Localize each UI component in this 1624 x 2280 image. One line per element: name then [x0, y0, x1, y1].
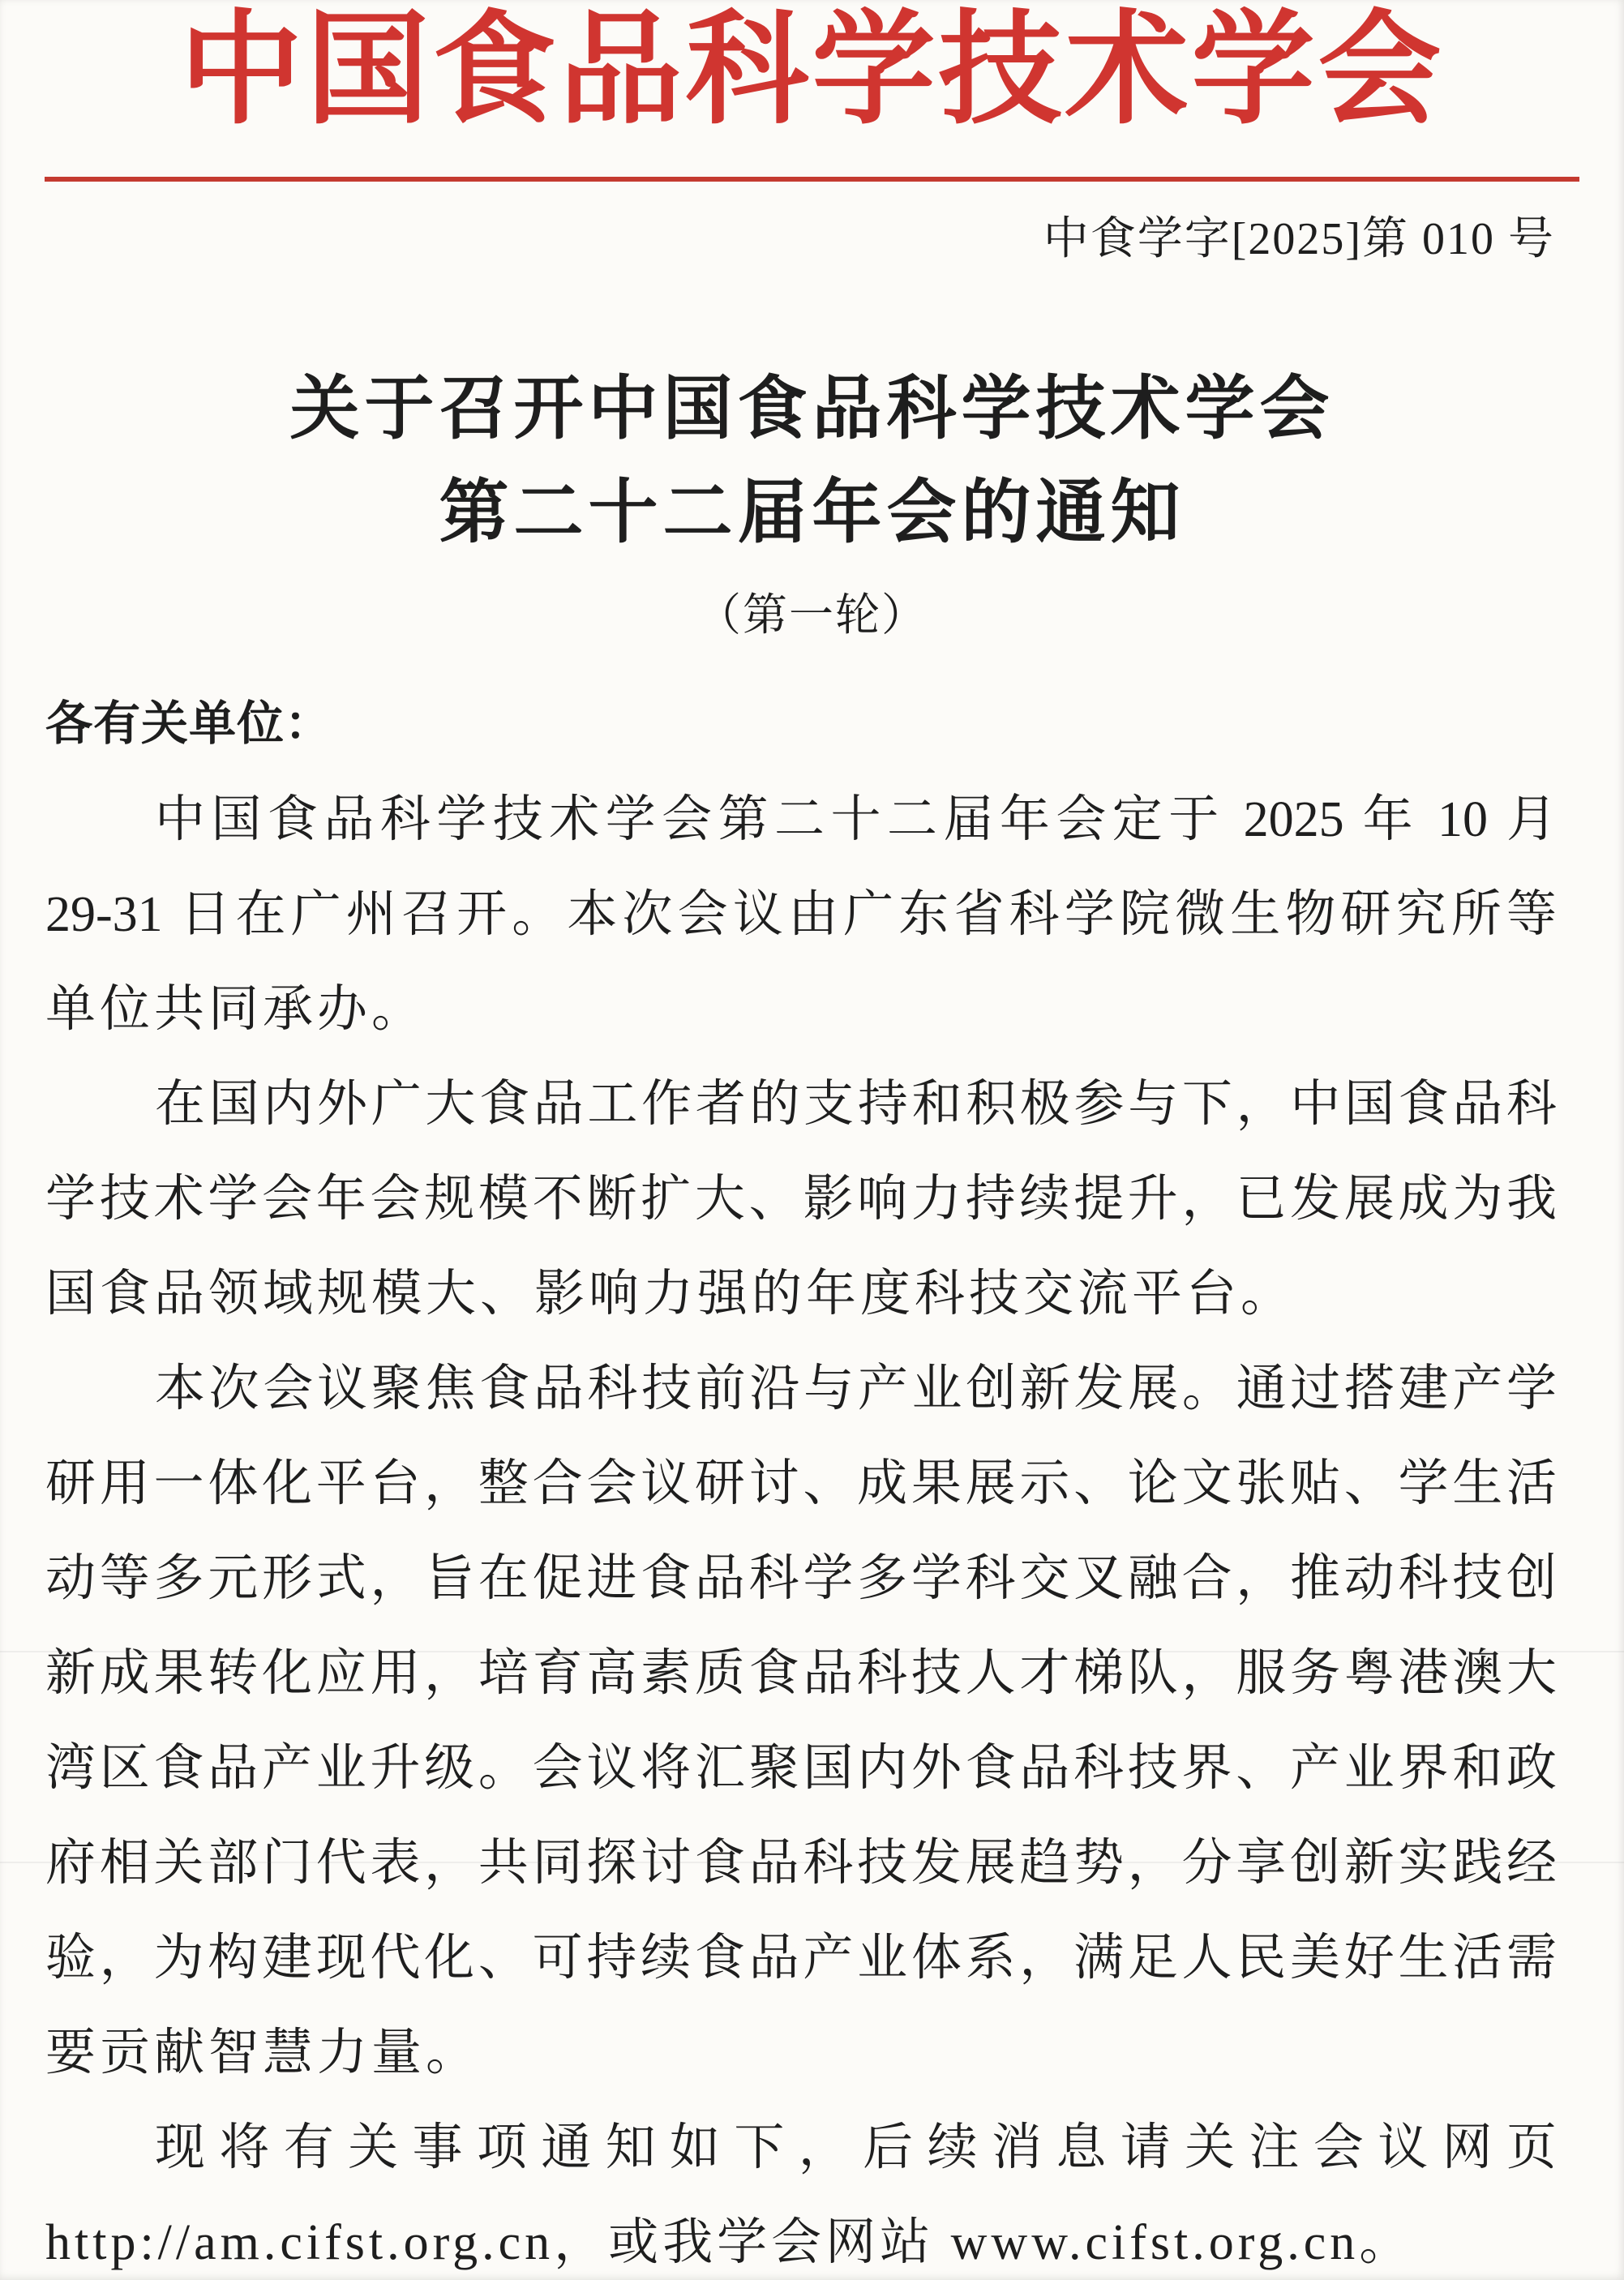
body-line: 学技术学会年会规模不断扩大、影响力持续提升，已发展成为我: [45, 1172, 1557, 1227]
body-line: 动等多元形式，旨在促进食品科学多学科交叉融合，推动科技创: [45, 1551, 1557, 1606]
letterhead-divider-rule: [45, 177, 1579, 182]
notice-title-line2: 第二十二届年会的通知: [439, 474, 1185, 551]
body-line: 单位共同承办。: [45, 982, 426, 1037]
body-line: 府相关部门代表，共同探讨食品科技发展趋势，分享创新实践经: [45, 1836, 1557, 1891]
body-line: 湾区食品产业升级。会议将汇聚国内外食品科技界、产业界和政: [45, 1741, 1557, 1796]
notice-title-line1: 关于召开中国食品科学技术学会: [289, 370, 1335, 448]
notice-body: [45, 773, 1557, 2280]
body-line: 29-31 日在广州召开。本次会议由广东省科学院微生物研究所等: [45, 887, 1557, 942]
salutation: 各有关单位：: [45, 697, 333, 750]
body-line-urls: http://am.cifst.org.cn，或我学会网站 www.cifst.org.cn。: [45, 2215, 1414, 2270]
body-line: 中国食品科学技术学会第二十二届年会定于 2025 年 10 月: [155, 792, 1557, 847]
body-line: 研用一体化平台，整合会议研讨、成果展示、论文张贴、学生活: [45, 1456, 1557, 1511]
body-line: 国食品领域规模大、影响力强的年度科技交流平台。: [45, 1266, 1296, 1322]
body-line: 验，为构建现代化、可持续食品产业体系，满足人民美好生活需: [45, 1931, 1557, 1986]
body-line: 在国内外广大食品工作者的支持和积极参与下，中国食品科: [155, 1077, 1557, 1132]
document-number: 中食学字[2025]第 010 号: [1043, 214, 1555, 264]
body-line: 新成果转化应用，培育高素质食品科技人才梯队，服务粤港澳大: [45, 1646, 1557, 1701]
notice-title: [0, 357, 1624, 564]
notice-subtitle-round: （第一轮）: [696, 590, 928, 640]
body-line: 现将有关事项通知如下，后续消息请关注会议网页: [155, 2120, 1557, 2175]
body-line: 本次会议聚焦食品科技前沿与产业创新发展。通过搭建产学: [155, 1361, 1557, 1416]
body-line: 要贡献智慧力量。: [45, 2025, 481, 2081]
letterhead-title: 中国食品科学技术学会: [179, 2, 1445, 139]
